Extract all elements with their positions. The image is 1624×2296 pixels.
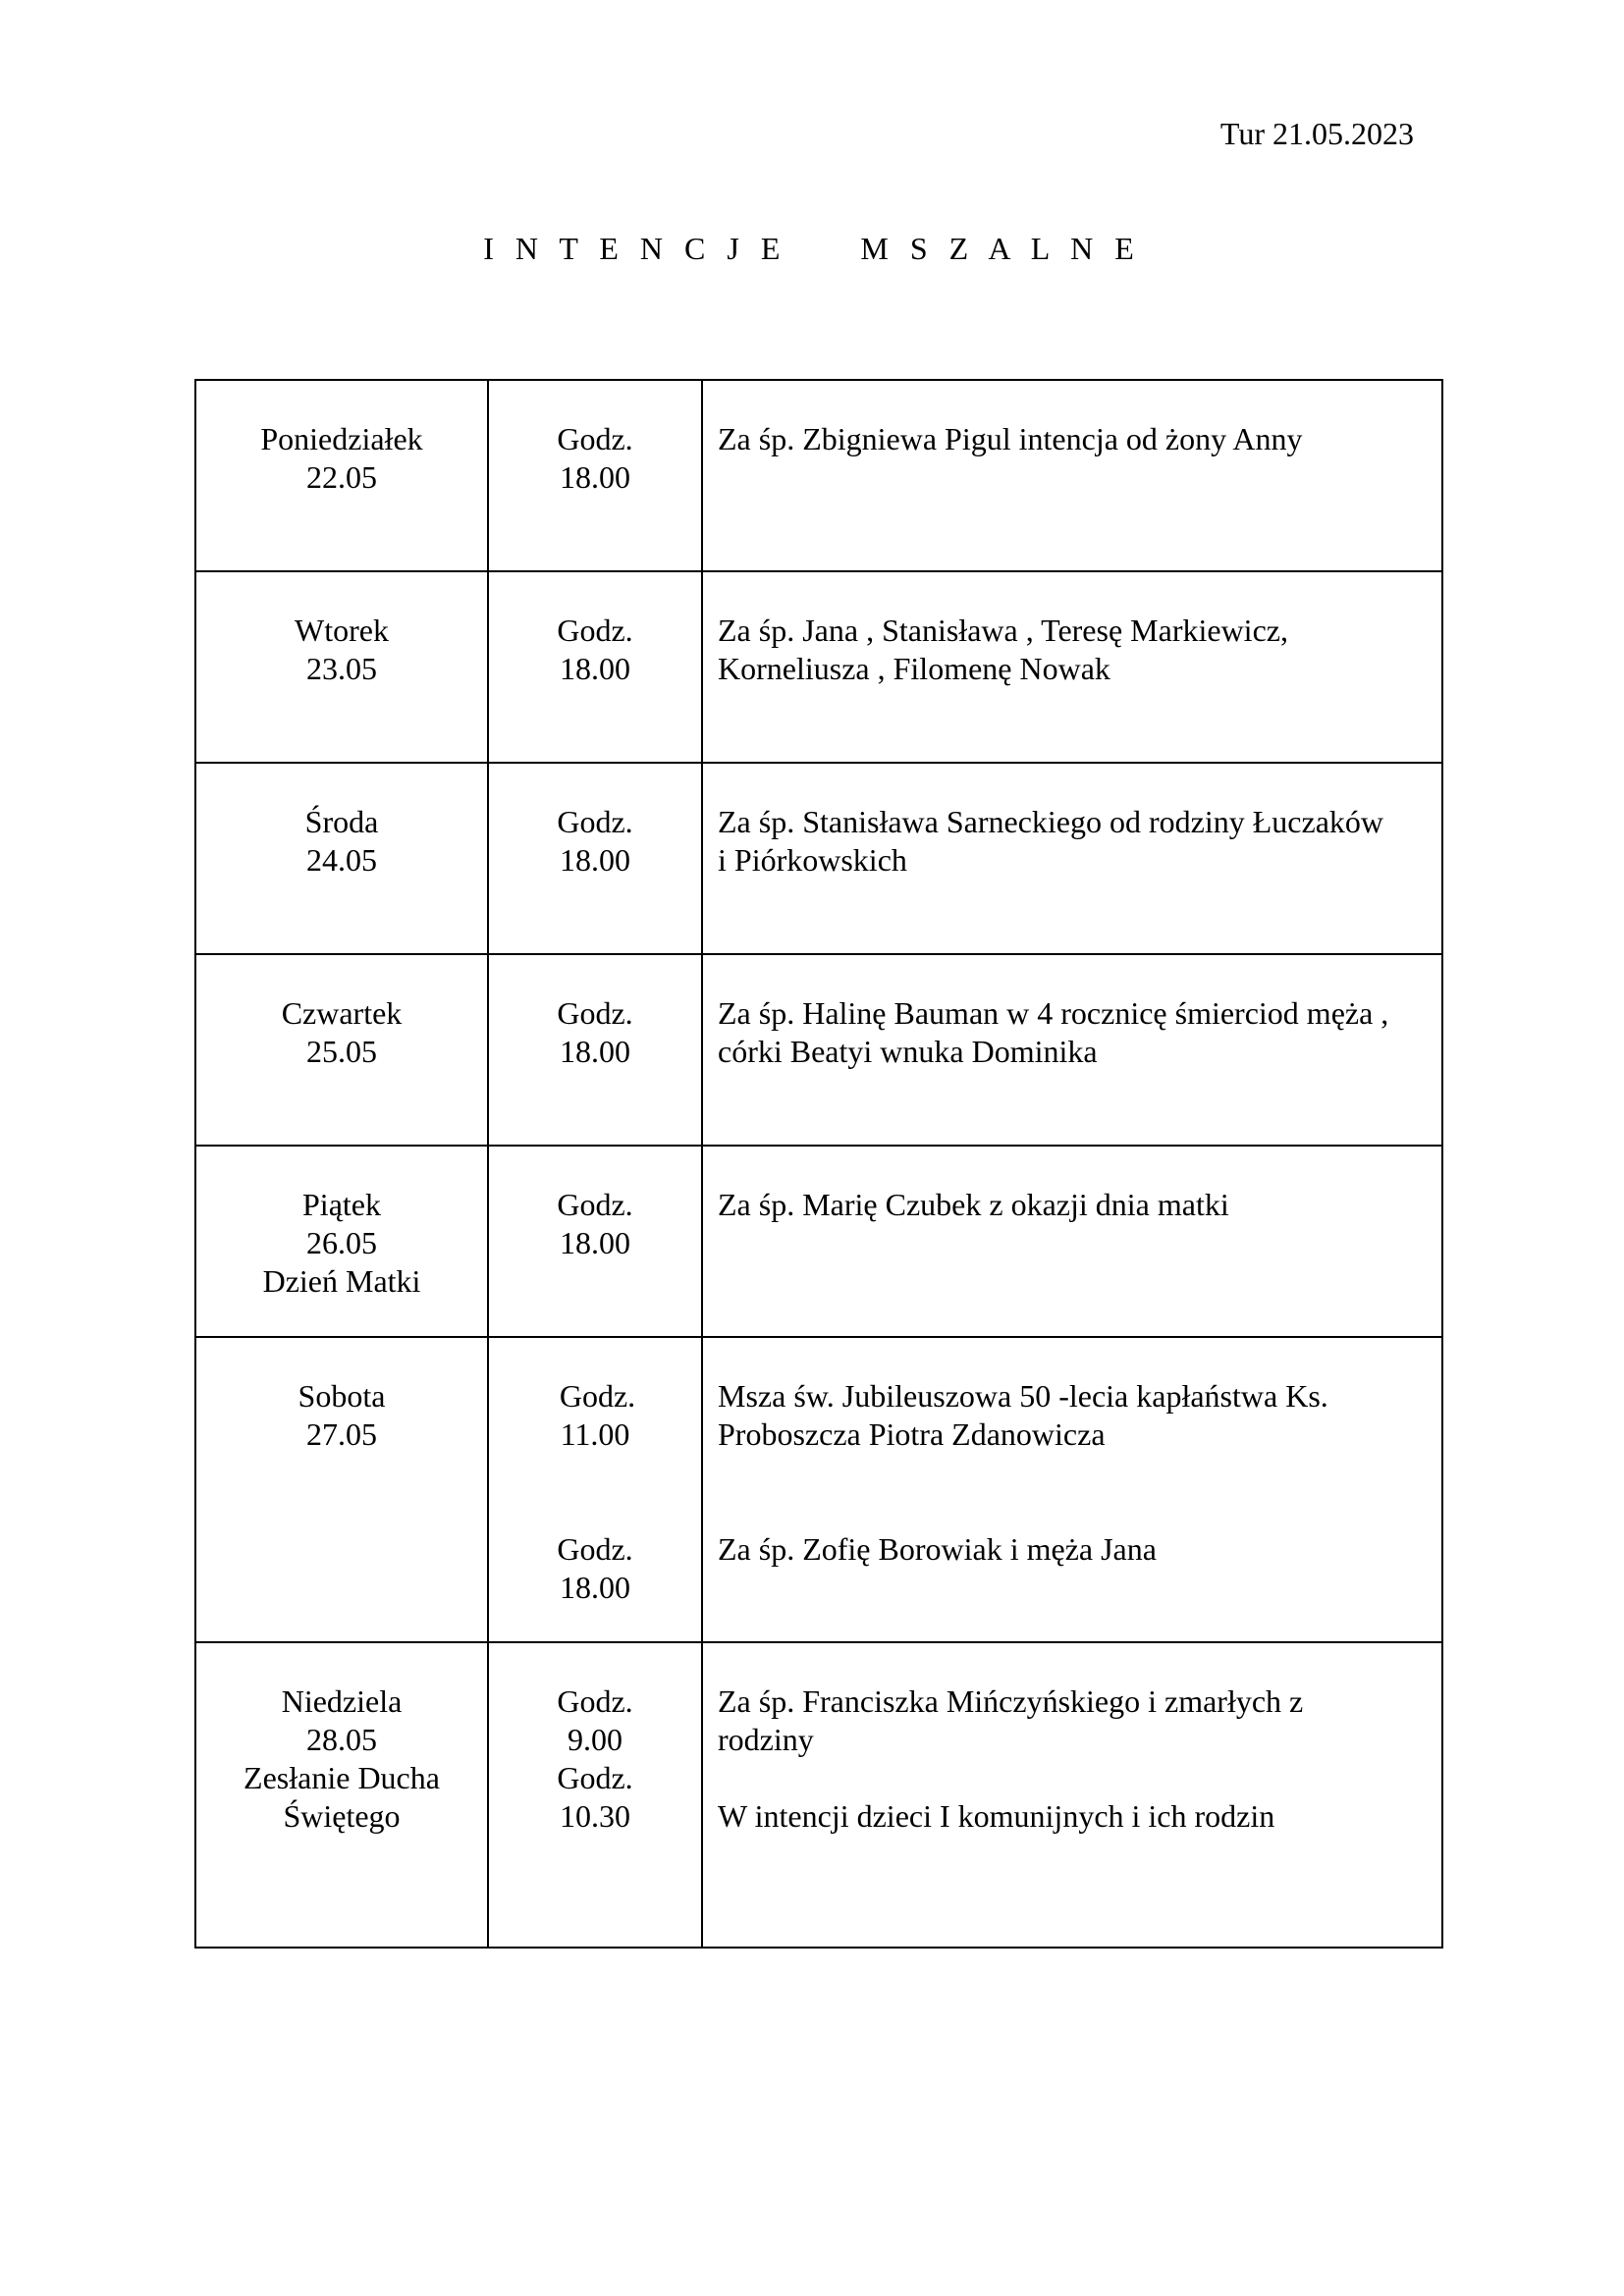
time-cell [488,954,702,1146]
time-label: Godz. [557,421,633,456]
intention-text: Za śp. Franciszka Mińczyńskiego i zmarłych z [718,1683,1304,1719]
day-cell [195,1146,488,1337]
day-name: Piątek [302,1187,381,1222]
intention-cell [702,571,1442,763]
day-cell [195,571,488,763]
day-name: Niedziela [281,1683,403,1719]
table-row [195,380,1442,571]
intention-text: Msza św. Jubileuszowa 50 -lecia kapłaństwa Ks. [718,1378,1328,1414]
table-row [195,1146,1442,1337]
day-cell [195,1337,488,1642]
day-date: 28.05 [306,1722,377,1757]
time-hour: 18.00 [560,1225,630,1260]
day-name: Poniedziałek [260,421,423,456]
table-row [195,763,1442,954]
day-date: 23.05 [306,651,377,686]
intention-cell [702,954,1442,1146]
intention-text: Korneliusza , Filomenę Nowak [718,651,1110,686]
time-label: Godz. [559,1378,636,1414]
time-cell [488,763,702,954]
day-date: 26.05 [306,1225,377,1260]
day-occasion: Dzień Matki [262,1263,421,1299]
mass-intentions-table [194,379,1443,1949]
intention-cell [702,1146,1442,1337]
place-date: Tur 21.05.2023 [1219,116,1414,151]
time-cell [488,1146,702,1337]
intention-text: rodziny [718,1722,814,1757]
page-title: I N T E N C J E M S Z A L N E [483,231,1141,266]
day-name: Środa [304,804,379,839]
intention-text: Za śp. Zbigniewa Pigul intencja od żony Anny [718,421,1303,456]
day-name: Sobota [298,1378,386,1414]
time-hour: 18.00 [560,1570,630,1605]
time-hour: 18.00 [560,1034,630,1069]
time-label: Godz. [557,1683,633,1719]
day-cell [195,763,488,954]
intention-text: córki Beatyi wnuka Dominika [718,1034,1098,1069]
day-cell [195,1642,488,1948]
time-cell [488,1337,702,1642]
intention-cell [702,380,1442,571]
intention-text: Za śp. Stanisława Sarneckiego od rodziny Łuczaków [718,804,1384,839]
time-label: Godz. [557,804,633,839]
table-row [195,571,1442,763]
intention-cell [702,1642,1442,1948]
day-cell [195,954,488,1146]
time-hour: 18.00 [560,842,630,878]
day-date: 22.05 [306,459,377,495]
time-label: Godz. [557,1531,633,1567]
day-name: Czwartek [281,995,403,1031]
time-hour: 10.30 [560,1798,630,1834]
time-cell [488,1642,702,1948]
time-hour: 11.00 [560,1416,630,1452]
time-hour: 18.00 [560,651,630,686]
time-label: Godz. [557,995,633,1031]
day-date: 24.05 [306,842,377,878]
intention-text: W intencji dzieci I komunijnych i ich rodzin [718,1798,1275,1834]
intention-cell [702,1337,1442,1642]
day-cell [195,380,488,571]
time-hour: 9.00 [568,1722,623,1757]
time-cell [488,380,702,571]
intention-cell [702,763,1442,954]
time-hour: 18.00 [560,459,630,495]
intention-text: i Piórkowskich [718,842,907,878]
time-cell [488,571,702,763]
time-label: Godz. [557,613,633,648]
day-date: 25.05 [306,1034,377,1069]
time-label: Godz. [557,1187,633,1222]
day-name: Wtorek [295,613,389,648]
intention-text: Za śp. Halinę Bauman w 4 rocznicę śmierciod męża , [718,995,1389,1031]
time-label: Godz. [557,1760,633,1795]
table-row [195,1337,1442,1642]
table-row [195,954,1442,1146]
intention-text: Za śp. Zofię Borowiak i męża Jana [718,1531,1157,1567]
day-date: 27.05 [306,1416,377,1452]
table-row [195,1642,1442,1948]
day-occasion: Świętego [283,1798,401,1834]
day-occasion: Zesłanie Ducha [244,1760,440,1795]
intention-text: Proboszcza Piotra Zdanowicza [718,1416,1106,1452]
intention-text: Za śp. Marię Czubek z okazji dnia matki [718,1187,1229,1222]
intention-text: Za śp. Jana , Stanisława , Teresę Markiewicz, [718,613,1288,648]
